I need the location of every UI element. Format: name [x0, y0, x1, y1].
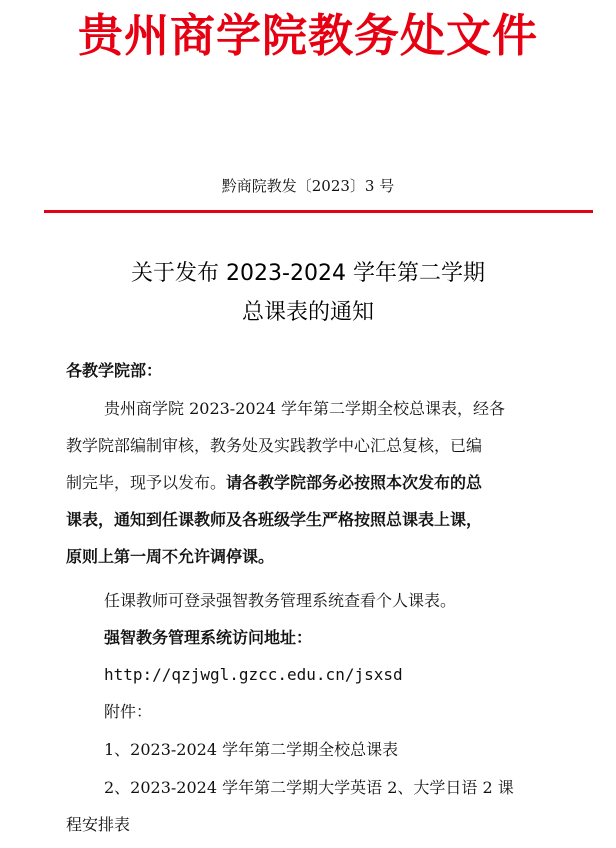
- system-url-link[interactable]: http://qzjwgl.gzcc.edu.cn/jsxsd: [104, 665, 403, 684]
- document-masthead: 贵州商学院教务处文件: [77, 9, 538, 62]
- paragraph-1-line-3-emphasis: 请各教学院部务必按照本次发布的总: [226, 473, 483, 492]
- system-address-label: 强智教务管理系统访问地址：: [104, 628, 313, 647]
- attachment-item-2-line-1: 2、2023-2024 学年第二学期大学英语 2、大学日语 2 课: [104, 778, 514, 797]
- document-number: 黔商院教发〔2023〕3 号: [221, 177, 395, 195]
- paragraph-2: 任课教师可登录强智教务管理系统查看个人课表。: [104, 591, 457, 610]
- attachment-item-2-line-2: 程安排表: [66, 815, 131, 834]
- document-title-line-1: 关于发布 2023-2024 学年第二学期: [131, 261, 485, 286]
- paragraph-1-line-3: [66, 470, 586, 496]
- paragraph-1-line-4: 课表，通知到任课教师及各班级学生严格按照总课表上课，: [66, 510, 483, 529]
- document-title-line-2: 总课表的通知: [241, 300, 374, 325]
- header-divider: [44, 210, 593, 213]
- paragraph-1-line-3-normal: 制完毕，现予以发布。: [66, 473, 227, 492]
- paragraph-1-line-5: 原则上第一周不允许调停课。: [66, 547, 275, 566]
- attachments-label: 附件：: [104, 702, 153, 721]
- salutation: 各教学院部：: [66, 361, 163, 380]
- paragraph-1-line-1: 贵州商学院 2023-2024 学年第二学期全校总课表，经各: [104, 399, 506, 418]
- attachment-item-1: 1、2023-2024 学年第二学期全校总课表: [104, 740, 399, 759]
- paragraph-1-line-2: 教学院部编制审核，教务处及实践教学中心汇总复核，已编: [66, 436, 483, 455]
